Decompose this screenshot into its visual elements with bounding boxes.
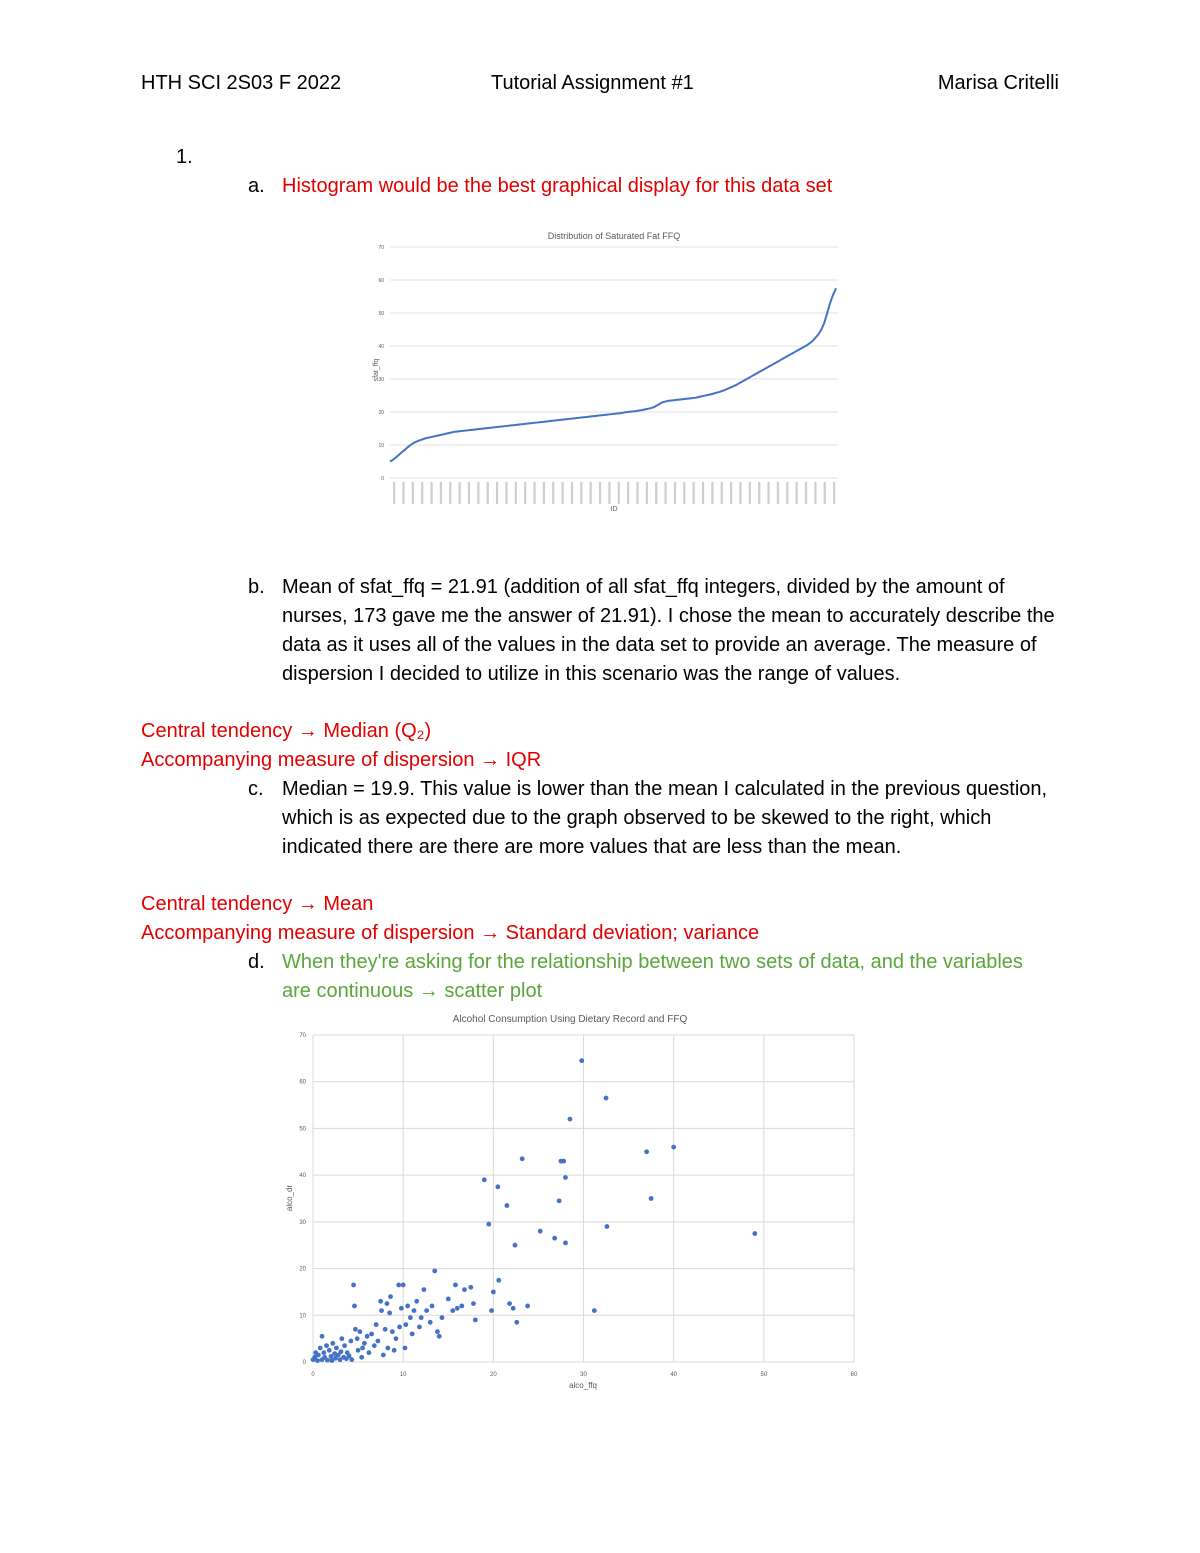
chart1-x-tick-label bbox=[468, 482, 470, 504]
chart2-data-point bbox=[450, 1308, 455, 1313]
chart1-x-tick-label bbox=[683, 482, 685, 504]
chart1-x-tick-label bbox=[618, 482, 620, 504]
chart2-data-point bbox=[355, 1336, 360, 1341]
chart2-data-point bbox=[424, 1308, 429, 1313]
chart2-data-point bbox=[410, 1332, 415, 1337]
chart2-data-point bbox=[324, 1343, 329, 1348]
chart1-x-tick-label bbox=[402, 482, 404, 504]
chart2-data-point bbox=[403, 1346, 408, 1351]
course-code: HTH SCI 2S03 F 2022 bbox=[141, 72, 342, 94]
chart2-data-point bbox=[372, 1343, 377, 1348]
chart1-x-tick-label bbox=[477, 482, 479, 504]
chart2-data-point bbox=[316, 1353, 321, 1358]
chart2-data-point bbox=[579, 1058, 584, 1063]
chart2-data-point bbox=[320, 1334, 325, 1339]
chart1-x-tick-label bbox=[767, 482, 769, 504]
chart2-data-point bbox=[315, 1358, 320, 1363]
chart1-x-tick-label bbox=[730, 482, 732, 504]
chart2-data-point bbox=[671, 1145, 676, 1150]
chart2-x-tick-label: 0 bbox=[311, 1372, 315, 1378]
chart2-data-point bbox=[471, 1301, 476, 1306]
feedback-dispersion-2: Accompanying measure of dispersion → Standard deviation; variance bbox=[141, 922, 760, 944]
chart1-x-tick-label bbox=[739, 482, 741, 504]
chart1-x-tick-label bbox=[505, 482, 507, 504]
chart2-data-point bbox=[428, 1320, 433, 1325]
chart2-data-point bbox=[388, 1294, 393, 1299]
chart1-x-tick-label bbox=[646, 482, 648, 504]
chart2-title: Alcohol Consumption Using Dietary Record and FFQ bbox=[452, 1014, 688, 1025]
chart1-x-tick-label bbox=[702, 482, 704, 504]
chart2-data-point bbox=[561, 1159, 566, 1164]
chart2-data-point bbox=[504, 1203, 509, 1208]
chart1-x-tick-label bbox=[449, 482, 451, 504]
chart2-data-point bbox=[511, 1306, 516, 1311]
chart2-data-point bbox=[520, 1156, 525, 1161]
chart1-x-tick-label bbox=[824, 482, 826, 504]
chart2-data-point bbox=[491, 1290, 496, 1295]
author-name: Marisa Critelli bbox=[937, 72, 1059, 94]
chart2-data-point bbox=[394, 1336, 399, 1341]
chart2-data-point bbox=[385, 1301, 390, 1306]
chart1-x-tick-label bbox=[627, 482, 629, 504]
chart2-ylabel: alco_dr bbox=[285, 1184, 294, 1212]
part-a-text: Histogram would be the best graphical display for this data set bbox=[282, 175, 833, 197]
chart1-x-tick-label bbox=[711, 482, 713, 504]
chart2-data-point bbox=[513, 1243, 518, 1248]
chart1-y-tick-label: 0 bbox=[381, 476, 384, 482]
chart2-data-point bbox=[605, 1224, 610, 1229]
chart1-x-tick-label bbox=[515, 482, 517, 504]
part-d-text: When they're asking for the relationship between two sets of data, and the variables are continuous → scatter plot bbox=[282, 951, 1023, 1002]
chart1-x-tick-label bbox=[543, 482, 545, 504]
chart2-data-point bbox=[397, 1325, 402, 1330]
chart1-y-tick-label: 50 bbox=[378, 311, 384, 317]
chart2-y-tick-label: 0 bbox=[302, 1360, 306, 1366]
chart1-x-tick-label bbox=[533, 482, 535, 504]
chart2-data-point bbox=[339, 1336, 344, 1341]
chart2-data-point bbox=[360, 1346, 365, 1351]
chart2-data-point bbox=[379, 1308, 384, 1313]
chart1-x-tick-label bbox=[833, 482, 835, 504]
chart2-data-point bbox=[325, 1358, 330, 1363]
part-c-marker: c. bbox=[248, 778, 264, 800]
chart2-data-point bbox=[568, 1117, 573, 1122]
chart1-y-tick-label: 70 bbox=[378, 245, 384, 251]
chart2-data-point bbox=[604, 1096, 609, 1101]
chart1-x-tick-label bbox=[590, 482, 592, 504]
chart2-data-point bbox=[644, 1149, 649, 1154]
chart2-data-point bbox=[318, 1346, 323, 1351]
chart2-data-point bbox=[514, 1320, 519, 1325]
part-b-marker: b. bbox=[248, 576, 265, 598]
chart1-series-line bbox=[390, 288, 836, 461]
chart1-x-tick-label bbox=[562, 482, 564, 504]
chart2-data-point bbox=[495, 1184, 500, 1189]
chart2-data-point bbox=[351, 1283, 356, 1288]
chart2-x-tick-label: 40 bbox=[670, 1372, 678, 1378]
chart2-data-point bbox=[557, 1198, 562, 1203]
chart2-data-point bbox=[348, 1339, 353, 1344]
chart2-data-point bbox=[563, 1175, 568, 1180]
chart2-data-point bbox=[352, 1304, 357, 1309]
chart2-data-point bbox=[396, 1283, 401, 1288]
alcohol-scatter-chart bbox=[280, 1008, 880, 1393]
chart2-x-tick-label: 60 bbox=[850, 1372, 858, 1378]
chart2-data-point bbox=[342, 1343, 347, 1348]
chart2-data-point bbox=[432, 1269, 437, 1274]
chart2-data-point bbox=[552, 1236, 557, 1241]
chart1-x-tick-label bbox=[655, 482, 657, 504]
chart2-data-point bbox=[349, 1357, 354, 1362]
chart2-data-point bbox=[752, 1231, 757, 1236]
chart2-data-point bbox=[359, 1355, 364, 1360]
chart2-data-point bbox=[496, 1278, 501, 1283]
chart2-data-point bbox=[381, 1353, 386, 1358]
chart1-x-tick-label bbox=[796, 482, 798, 504]
chart2-data-point bbox=[459, 1304, 464, 1309]
sfat-distribution-chart bbox=[372, 225, 842, 515]
chart2-data-point bbox=[446, 1297, 451, 1302]
chart2-data-point bbox=[525, 1304, 530, 1309]
chart2-data-point bbox=[385, 1346, 390, 1351]
chart1-x-tick-label bbox=[664, 482, 666, 504]
chart2-data-point bbox=[403, 1322, 408, 1327]
question-number: 1. bbox=[176, 146, 193, 168]
chart2-x-tick-label: 10 bbox=[399, 1372, 407, 1378]
chart2-data-point bbox=[374, 1322, 379, 1327]
chart2-data-point bbox=[408, 1315, 413, 1320]
chart1-y-tick-label: 60 bbox=[378, 278, 384, 284]
chart2-data-point bbox=[339, 1349, 344, 1354]
chart1-title: Distribution of Saturated Fat FFQ bbox=[547, 231, 681, 241]
chart2-y-tick-label: 70 bbox=[299, 1033, 306, 1039]
feedback-central-tendency-2: Central tendency → Mean bbox=[141, 893, 374, 915]
chart1-y-tick-label: 20 bbox=[378, 410, 384, 416]
chart2-xlabel: alco_ffq bbox=[569, 1381, 597, 1390]
chart2-data-point bbox=[414, 1299, 419, 1304]
chart2-data-point bbox=[367, 1350, 372, 1355]
chart2-data-point bbox=[390, 1329, 395, 1334]
chart1-x-tick-label bbox=[430, 482, 432, 504]
chart1-x-tick-label bbox=[814, 482, 816, 504]
chart2-data-point bbox=[327, 1348, 332, 1353]
chart2-data-point bbox=[435, 1329, 440, 1334]
part-c-text: Median = 19.9. This value is lower than the mean I calculated in the previous question, which is as expected due to the graph observed to be skewed to the right, which indicated there are there are more values that are less than the mean. bbox=[282, 778, 1048, 858]
chart1-x-tick-label bbox=[599, 482, 601, 504]
chart1-x-tick-label bbox=[412, 482, 414, 504]
chart1-y-tick-label: 30 bbox=[378, 377, 384, 383]
chart2-data-point bbox=[419, 1315, 424, 1320]
chart2-data-point bbox=[482, 1177, 487, 1182]
chart2-data-point bbox=[399, 1306, 404, 1311]
chart2-data-point bbox=[462, 1287, 467, 1292]
chart1-x-tick-label bbox=[487, 482, 489, 504]
chart2-data-point bbox=[455, 1306, 460, 1311]
chart2-data-point bbox=[330, 1341, 335, 1346]
chart1-y-tick-label: 40 bbox=[378, 344, 384, 350]
chart1-x-tick-label bbox=[674, 482, 676, 504]
chart1-x-tick-label bbox=[749, 482, 751, 504]
chart1-x-tick-label bbox=[636, 482, 638, 504]
chart1-x-tick-label bbox=[459, 482, 461, 504]
chart1-y-tick-label: 10 bbox=[378, 443, 384, 449]
chart1-x-tick-label bbox=[805, 482, 807, 504]
chart2-data-point bbox=[362, 1341, 367, 1346]
chart2-data-point bbox=[383, 1327, 388, 1332]
chart2-x-tick-label: 20 bbox=[489, 1372, 497, 1378]
feedback-dispersion-1: Accompanying measure of dispersion → IQR bbox=[141, 749, 542, 771]
page-header bbox=[141, 72, 1059, 102]
chart2-data-point bbox=[507, 1301, 512, 1306]
chart1-x-tick-label bbox=[496, 482, 498, 504]
chart1-ylabel: sfat_ffq bbox=[373, 358, 380, 382]
chart2-data-point bbox=[321, 1350, 326, 1355]
chart2-y-tick-label: 60 bbox=[299, 1079, 306, 1086]
chart1-xlabel: ID bbox=[610, 506, 618, 513]
chart2-data-point bbox=[486, 1222, 491, 1227]
chart1-x-tick-label bbox=[758, 482, 760, 504]
chart2-data-point bbox=[417, 1325, 422, 1330]
chart2-data-point bbox=[649, 1196, 654, 1201]
chart1-x-tick-label bbox=[777, 482, 779, 504]
chart2-data-point bbox=[353, 1327, 358, 1332]
chart2-data-point bbox=[365, 1334, 370, 1339]
chart2-data-point bbox=[538, 1229, 543, 1234]
chart1-x-tick-label bbox=[552, 482, 554, 504]
chart1-x-tick-label bbox=[524, 482, 526, 504]
chart1-x-tick-label bbox=[721, 482, 723, 504]
chart2-data-point bbox=[392, 1348, 397, 1353]
chart2-data-point bbox=[440, 1315, 445, 1320]
chart1-x-tick-label bbox=[440, 482, 442, 504]
document-title: Tutorial Assignment #1 bbox=[491, 72, 694, 94]
chart2-data-point bbox=[437, 1334, 442, 1339]
chart2-y-tick-label: 50 bbox=[299, 1126, 306, 1133]
chart2-data-point bbox=[401, 1283, 406, 1288]
chart2-data-point bbox=[430, 1304, 435, 1309]
chart2-data-point bbox=[592, 1308, 597, 1313]
chart1-x-tick-label bbox=[693, 482, 695, 504]
chart2-data-point bbox=[378, 1299, 383, 1304]
chart2-x-tick-label: 50 bbox=[760, 1372, 768, 1378]
chart2-y-tick-label: 10 bbox=[299, 1313, 306, 1320]
chart2-data-point bbox=[405, 1304, 410, 1309]
chart2-data-point bbox=[563, 1240, 568, 1245]
chart2-data-point bbox=[376, 1339, 381, 1344]
chart2-y-tick-label: 40 bbox=[299, 1173, 306, 1180]
chart2-data-point bbox=[412, 1308, 417, 1313]
chart2-data-point bbox=[357, 1329, 362, 1334]
chart1-x-tick-label bbox=[393, 482, 395, 504]
part-a-marker: a. bbox=[248, 175, 265, 197]
part-b-text: Mean of sfat_ffq = 21.91 (addition of all sfat_ffq integers, divided by the amount of nurses, 173 gave me the answer of 21.91). I chose the mean to accurately describe the data as it uses all of the values in the data set to provide an average. The measure of dispersion I decided to utilize in this scenario was the range of values. bbox=[282, 576, 1055, 685]
chart2-y-tick-label: 20 bbox=[299, 1266, 306, 1273]
feedback-central-tendency-1: Central tendency → Median (Q₂) bbox=[141, 720, 432, 742]
chart2-data-point bbox=[334, 1346, 339, 1351]
chart2-data-point bbox=[369, 1332, 374, 1337]
chart2-data-point bbox=[473, 1318, 478, 1323]
chart2-y-tick-label: 30 bbox=[299, 1219, 306, 1226]
chart2-data-point bbox=[387, 1311, 392, 1316]
chart2-data-point bbox=[356, 1348, 361, 1353]
chart2-data-point bbox=[422, 1287, 427, 1292]
chart2-data-point bbox=[468, 1285, 473, 1290]
chart2-x-tick-label: 30 bbox=[580, 1372, 587, 1378]
chart1-x-tick-label bbox=[571, 482, 573, 504]
part-d-marker: d. bbox=[248, 951, 265, 973]
chart2-data-point bbox=[489, 1308, 494, 1313]
chart1-x-tick-label bbox=[786, 482, 788, 504]
chart1-x-tick-label bbox=[580, 482, 582, 504]
chart2-data-point bbox=[453, 1283, 458, 1288]
chart1-x-tick-label bbox=[421, 482, 423, 504]
chart1-x-tick-label bbox=[608, 482, 610, 504]
